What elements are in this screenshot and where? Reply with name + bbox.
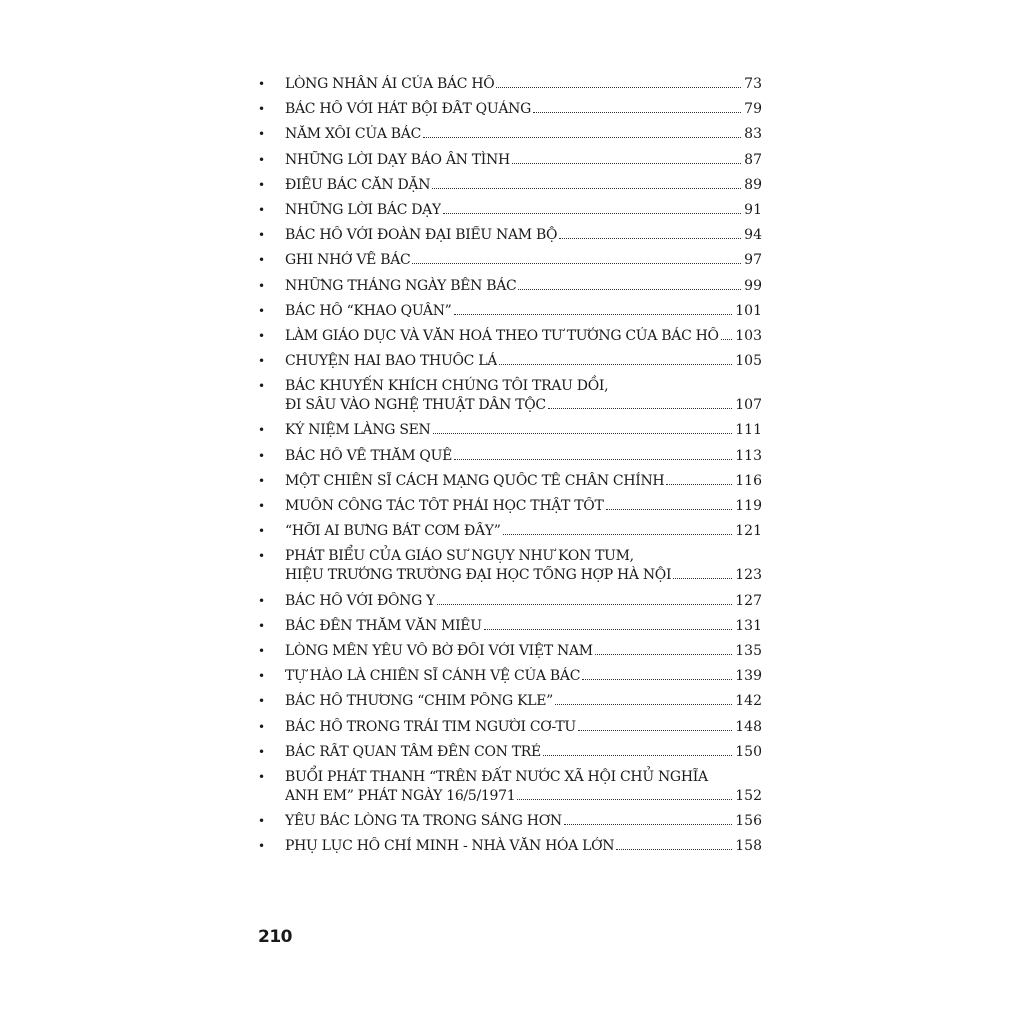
dot-leader (559, 237, 741, 239)
dot-leader (548, 407, 732, 409)
bullet-icon: • (258, 839, 266, 854)
dot-leader (503, 533, 733, 535)
dot-leader (582, 678, 732, 680)
bullet-icon: • (258, 549, 266, 564)
dot-leader (454, 313, 733, 315)
bullet-icon: • (258, 719, 266, 734)
toc-entry-page: 142 (735, 693, 762, 710)
toc-entry (258, 472, 762, 491)
toc-entry-title: BÁC HỒ VỚI ĐÔNG Y (285, 592, 436, 609)
toc-entry-page: 121 (735, 523, 762, 540)
bullet-icon: • (258, 328, 266, 343)
toc-entry-line (285, 497, 762, 516)
toc-entry-body (285, 617, 762, 636)
toc-entry (258, 352, 762, 371)
toc-entry (258, 251, 762, 270)
toc-entry-title: BÁC HỒ TRONG TRÁI TIM NGƯỜI CƠ-TU (285, 718, 576, 735)
dot-leader (616, 848, 732, 850)
toc-entry-title: TỰ HÀO LÀ CHIẾN SĨ CẢNH VỆ CỦA BÁC (285, 668, 581, 685)
toc-entry-page: 97 (744, 252, 762, 269)
toc-entry (258, 100, 762, 119)
toc-entry (258, 837, 762, 856)
dot-leader (517, 798, 732, 800)
toc-entry-title: “HỠI AI BƯNG BÁT CƠM ĐẦY” (285, 523, 501, 540)
dot-leader (721, 338, 733, 340)
toc-entry-page: 131 (735, 617, 762, 634)
bullet-icon: • (258, 177, 266, 192)
bullet-icon: • (258, 202, 266, 217)
bullet-icon: • (258, 814, 266, 829)
toc-entry-line (285, 100, 762, 119)
toc-entry-title-line: PHÁT BIỂU CỦA GIÁO SƯ NGỤY NHƯ KON TUM, (285, 548, 634, 565)
dot-leader (518, 288, 741, 290)
bullet-icon: • (258, 253, 266, 268)
dot-leader (666, 483, 732, 485)
toc-entry-title: NHỮNG LỜI BÁC DẠY (285, 201, 441, 218)
page-number: 210 (258, 927, 292, 947)
toc-entry (258, 447, 762, 466)
toc-entry-page: 73 (744, 76, 762, 92)
toc-entry-title: PHỤ LỤC HỒ CHÍ MINH - NHÀ VĂN HÓA LỚN (285, 838, 615, 855)
toc-entry-page: 127 (735, 592, 762, 609)
toc-entry-title: KỶ NIỆM LÀNG SEN (285, 422, 431, 439)
toc-entry (258, 718, 762, 737)
toc-entry-page: 101 (735, 302, 762, 319)
toc-entry-title: ĐI SÂU VÀO NGHỆ THUẬT DÂN TỘC (285, 397, 546, 414)
bullet-icon: • (258, 278, 266, 293)
bullet-icon: • (258, 744, 266, 759)
dot-leader (564, 823, 732, 825)
toc-entry-body (285, 768, 762, 806)
toc-entry-page: 111 (735, 422, 762, 439)
toc-entry-line (285, 692, 762, 711)
toc-entry-page: 135 (735, 642, 762, 659)
toc-entry (258, 667, 762, 686)
table-of-contents (258, 75, 762, 862)
toc-entry-title: NẮM XÔI CỦA BÁC (285, 126, 422, 143)
toc-entry-body (285, 812, 762, 831)
toc-entry-body (285, 277, 762, 296)
toc-entry-page: 83 (744, 126, 762, 143)
toc-entry-line (285, 176, 762, 195)
toc-entry-body (285, 251, 762, 270)
toc-entry-title: BÁC HỒ THƯƠNG “CHIM PÔNG KLE” (285, 693, 554, 710)
toc-entry (258, 125, 762, 144)
toc-entry-body (285, 176, 762, 195)
toc-entry (258, 277, 762, 296)
toc-entry-body (285, 667, 762, 686)
toc-entry-body (285, 497, 762, 516)
toc-entry-body (285, 377, 762, 415)
bullet-icon: • (258, 448, 266, 463)
toc-entry (258, 226, 762, 245)
toc-entry (258, 497, 762, 516)
toc-entry-line (285, 837, 762, 856)
toc-entry (258, 812, 762, 831)
toc-entry-title: BÁC HỒ VỀ THĂM QUÊ (285, 447, 453, 464)
toc-entry-title: ANH EM” PHÁT NGÀY 16/5/1971 (285, 787, 516, 804)
toc-entry-body (285, 75, 762, 94)
bullet-icon: • (258, 77, 266, 91)
toc-entry-line (285, 226, 762, 245)
toc-entry-page: 87 (744, 151, 762, 168)
toc-entry (258, 743, 762, 762)
dot-leader (578, 729, 732, 731)
toc-entry (258, 176, 762, 195)
bullet-icon: • (258, 694, 266, 709)
toc-entry-line (285, 472, 762, 491)
bullet-icon: • (258, 618, 266, 633)
toc-entry (258, 75, 762, 94)
bullet-icon: • (258, 423, 266, 438)
bullet-icon: • (258, 593, 266, 608)
toc-entry-title: LÒNG NHÂN ÁI CỦA BÁC HỒ (285, 76, 495, 92)
toc-entry-page: 116 (735, 472, 762, 489)
toc-entry (258, 377, 762, 415)
bullet-icon: • (258, 152, 266, 167)
toc-entry-line (285, 592, 762, 611)
toc-entry-title: MỘT CHIẾN SĨ CÁCH MẠNG QUỐC TẾ CHÂN CHÍNH (285, 472, 665, 489)
toc-entry-title: NHỮNG THÁNG NGÀY BÊN BÁC (285, 277, 517, 294)
dot-leader (484, 628, 733, 630)
toc-entry-line (285, 352, 762, 371)
toc-entry-line (285, 667, 762, 686)
toc-entry-page: 150 (735, 743, 762, 760)
toc-entry-title-line: BÁC KHUYẾN KHÍCH CHÚNG TÔI TRAU DỒI, (285, 378, 609, 395)
toc-entry-body (285, 125, 762, 144)
toc-entry-line (285, 327, 762, 346)
bullet-icon: • (258, 669, 266, 684)
dot-leader (595, 653, 732, 655)
toc-entry-page: 89 (744, 176, 762, 193)
toc-entry-page: 152 (735, 787, 762, 804)
toc-entry-line (285, 718, 762, 737)
toc-entry (258, 642, 762, 661)
toc-entry-page: 113 (735, 447, 762, 464)
toc-entry-title: ĐIỀU BÁC CĂN DẶN (285, 176, 431, 193)
toc-entry-page: 91 (744, 201, 762, 218)
toc-entry-title: YÊU BÁC LÒNG TA TRONG SÁNG HƠN (285, 813, 562, 830)
toc-entry-line (285, 447, 762, 466)
toc-entry-body (285, 522, 762, 541)
toc-entry-line (285, 812, 762, 831)
toc-entry-title: GHI NHỚ VỀ BÁC (285, 252, 411, 269)
toc-entry-line (285, 277, 762, 296)
toc-entry (258, 302, 762, 321)
toc-entry-body (285, 100, 762, 119)
dot-leader (433, 432, 733, 434)
toc-entry (258, 327, 762, 346)
dot-leader (443, 212, 741, 214)
toc-entry-title: BÁC ĐẾN THĂM VĂN MIẾU (285, 617, 482, 634)
toc-entry-body (285, 837, 762, 856)
bullet-icon: • (258, 303, 266, 318)
toc-entry-page: 99 (744, 277, 762, 294)
toc-entry-page: 94 (744, 227, 762, 244)
toc-entry (258, 768, 762, 806)
toc-entry-page: 79 (744, 101, 762, 118)
toc-entry-title: CHUYỆN HAI BAO THUỐC LÁ (285, 353, 498, 370)
bullet-icon: • (258, 354, 266, 369)
toc-entry-body (285, 226, 762, 245)
toc-entry-line (285, 743, 762, 762)
dot-leader (673, 577, 732, 579)
toc-entry-page: 139 (735, 668, 762, 685)
toc-entry-body (285, 718, 762, 737)
bullet-icon: • (258, 102, 266, 117)
dot-leader (432, 187, 741, 189)
dot-leader (606, 508, 733, 510)
dot-leader (512, 162, 741, 164)
toc-entry-body (285, 743, 762, 762)
toc-entry-body (285, 447, 762, 466)
toc-entry-line (285, 151, 762, 170)
toc-entry-line (285, 642, 762, 661)
bullet-icon: • (258, 524, 266, 539)
toc-entry-body (285, 302, 762, 321)
toc-entry-title: NHỮNG LỜI DẠY BẢO ÂN TÌNH (285, 151, 510, 168)
dot-leader (499, 363, 732, 365)
toc-entry-line (285, 201, 762, 220)
toc-entry (258, 617, 762, 636)
dot-leader (555, 703, 732, 705)
toc-entry-page: 105 (735, 353, 762, 370)
toc-entry-line (285, 396, 762, 415)
toc-entry-body (285, 472, 762, 491)
toc-entry-line (285, 522, 762, 541)
toc-entry-title: HIỆU TRƯỞNG TRƯỜNG ĐẠI HỌC TỔNG HỢP HÀ NỘI (285, 567, 672, 584)
toc-entry-line (285, 251, 762, 270)
dot-leader (437, 603, 732, 605)
toc-entry (258, 151, 762, 170)
toc-entry-line (285, 617, 762, 636)
dot-leader (543, 754, 732, 756)
bullet-icon: • (258, 499, 266, 513)
toc-entry-page: 103 (735, 327, 762, 344)
toc-entry-title: BÁC HỒ VỚI ĐOÀN ĐẠI BIỂU NAM BỘ (285, 227, 558, 244)
toc-entry (258, 592, 762, 611)
bullet-icon: • (258, 473, 266, 488)
toc-entry-title: BÁC HỒ VỚI HÁT BỘI ĐẤT QUẢNG (285, 101, 531, 118)
toc-entry-page: 148 (735, 718, 762, 735)
toc-entry-title: BÁC RẤT QUAN TÂM ĐẾN CON TRẺ (285, 743, 541, 760)
toc-entry-body (285, 327, 762, 346)
toc-entry-line (285, 566, 762, 585)
toc-entry-body (285, 642, 762, 661)
toc-entry-body (285, 201, 762, 220)
toc-entry-line (285, 75, 762, 94)
toc-entry-body (285, 547, 762, 585)
toc-entry-body (285, 421, 762, 440)
toc-entry-title: BÁC HỒ “KHAO QUÂN” (285, 302, 452, 319)
dot-leader (533, 111, 741, 113)
toc-entry-line (285, 787, 762, 806)
dot-leader (412, 262, 741, 264)
dot-leader (496, 86, 741, 88)
toc-entry-page: 107 (735, 397, 762, 414)
toc-entry-title: LÒNG MẾN YÊU VÔ BỜ ĐỐI VỚI VIỆT NAM (285, 642, 593, 659)
toc-entry (258, 692, 762, 711)
toc-entry-title: LÀM GIÁO DỤC VÀ VĂN HOÁ THEO TƯ TƯỞNG CỦA BÁC HỒ (285, 327, 719, 344)
bullet-icon: • (258, 643, 266, 658)
toc-entry-line (285, 302, 762, 321)
bullet-icon: • (258, 769, 266, 784)
toc-entry-page: 158 (735, 838, 762, 855)
toc-entry-body (285, 692, 762, 711)
toc-entry-body (285, 352, 762, 371)
toc-entry-line (285, 125, 762, 144)
bullet-icon: • (258, 228, 266, 243)
toc-entry (258, 547, 762, 585)
toc-entry-line (285, 421, 762, 440)
toc-entry-body (285, 151, 762, 170)
toc-entry-page: 119 (735, 498, 762, 514)
toc-entry (258, 421, 762, 440)
toc-entry-title: MUỐN CÔNG TÁC TỐT PHẢI HỌC THẬT TỐT (285, 498, 604, 514)
toc-entry-page: 123 (735, 567, 762, 584)
toc-entry (258, 201, 762, 220)
toc-entry-body (285, 592, 762, 611)
toc-entry-title-line: BUỔI PHÁT THANH “TRÊN ĐẤT NƯỚC XÃ HỘI CHỦ NGHĨA (285, 768, 708, 785)
dot-leader (454, 458, 732, 460)
toc-entry-page: 156 (735, 813, 762, 830)
bullet-icon: • (258, 379, 266, 394)
dot-leader (423, 136, 741, 138)
toc-entry (258, 522, 762, 541)
bullet-icon: • (258, 127, 266, 142)
